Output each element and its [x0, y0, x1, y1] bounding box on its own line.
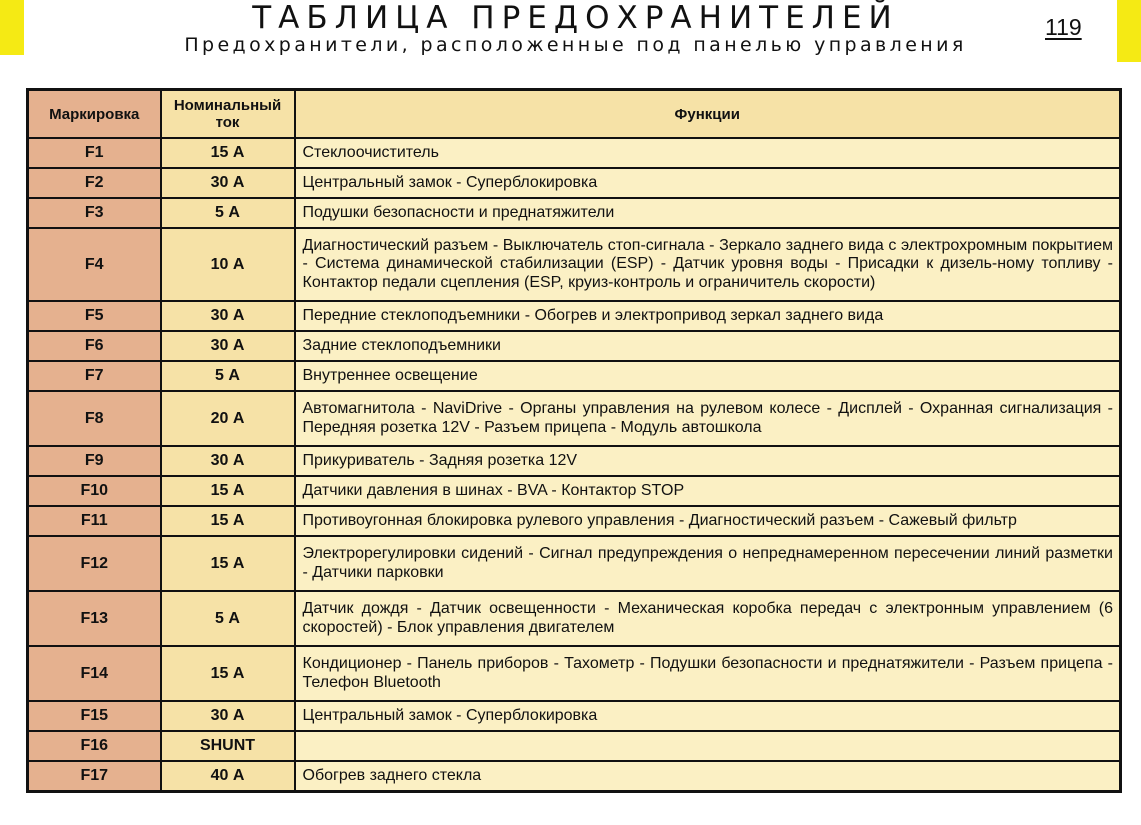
column-header-rated-current: Номинальный ток — [161, 90, 295, 139]
fuse-function: Кондиционер - Панель приборов - Тахометр - Подушки безопасности и преднатяжители - Разъем прицепа - Телефон Bluetooth — [295, 646, 1121, 701]
table-row — [28, 536, 1121, 591]
page-number: 119 — [1045, 14, 1082, 40]
fuse-marking: F11 — [28, 506, 161, 536]
fuse-table — [26, 88, 1122, 793]
fuse-function: Центральный замок - Суперблокировка — [295, 168, 1121, 198]
table-row — [28, 506, 1121, 536]
fuse-rating: 30 А — [161, 168, 295, 198]
fuse-marking: F10 — [28, 476, 161, 506]
fuse-rating: 40 А — [161, 761, 295, 791]
fuse-marking: F5 — [28, 301, 161, 331]
table-row — [28, 731, 1121, 761]
fuse-function: Датчик дождя - Датчик освещенности - Механическая коробка передач с электронным управлением (6 скоростей) - Блок управления двигателем — [295, 591, 1121, 646]
fuse-marking: F4 — [28, 228, 161, 301]
fuse-marking: F17 — [28, 761, 161, 791]
fuse-function: Внутреннее освещение — [295, 361, 1121, 391]
fuse-rating: 20 А — [161, 391, 295, 446]
table-row — [28, 391, 1121, 446]
table-row — [28, 476, 1121, 506]
fuse-rating: 15 А — [161, 646, 295, 701]
fuse-function: Задние стеклоподъемники — [295, 331, 1121, 361]
fuse-function: Датчики давления в шинах - BVA - Контактор STOP — [295, 476, 1121, 506]
table-row — [28, 591, 1121, 646]
page-subtitle: Предохранители, расположенные под панелью управления — [184, 34, 967, 56]
fuse-function: Подушки безопасности и преднатяжители — [295, 198, 1121, 228]
fuse-function: Передние стеклоподъемники - Обогрев и электропривод зеркал заднего вида — [295, 301, 1121, 331]
fuse-rating: 30 А — [161, 331, 295, 361]
column-header-functions: Функции — [295, 90, 1121, 139]
page-title: ТАБЛИЦА ПРЕДОХРАНИТЕЛЕЙ — [252, 0, 899, 36]
table-row — [28, 446, 1121, 476]
fuse-marking: F13 — [28, 591, 161, 646]
fuse-function: Стеклоочиститель — [295, 138, 1121, 168]
fuse-function — [295, 731, 1121, 761]
table-row — [28, 761, 1121, 791]
fuse-function: Обогрев заднего стекла — [295, 761, 1121, 791]
fuse-rating: 15 А — [161, 506, 295, 536]
fuse-rating: 5 А — [161, 591, 295, 646]
fuse-marking: F6 — [28, 331, 161, 361]
fuse-marking: F15 — [28, 701, 161, 731]
table-row — [28, 198, 1121, 228]
fuse-function: Диагностический разъем - Выключатель стоп-сигнала - Зеркало заднего вида с электрохромным покрытием - Система динамической стабилизации (ESP) - Датчик уровня воды - Присадки к дизель-ному топливу - Контактор педали сцепления (ESP, круиз-контроль и ограничитель скорости) — [295, 228, 1121, 301]
fuse-rating: 15 А — [161, 476, 295, 506]
fuse-marking: F8 — [28, 391, 161, 446]
table-row — [28, 361, 1121, 391]
fuse-function: Автомагнитола - NaviDrive - Органы управления на рулевом колесе - Дисплей - Охранная сигнализация - Передняя розетка 12V - Разъем прицепа - Модуль автошкола — [295, 391, 1121, 446]
fuse-function: Противоугонная блокировка рулевого управления - Диагностический разъем - Сажевый фильтр — [295, 506, 1121, 536]
fuse-marking: F14 — [28, 646, 161, 701]
fuse-function: Электрорегулировки сидений - Сигнал предупреждения о непреднамеренном пересечении линий разметки - Датчики парковки — [295, 536, 1121, 591]
table-row — [28, 138, 1121, 168]
fuse-function: Центральный замок - Суперблокировка — [295, 701, 1121, 731]
fuse-marking: F12 — [28, 536, 161, 591]
fuse-marking: F7 — [28, 361, 161, 391]
fuse-rating: 5 А — [161, 198, 295, 228]
fuse-marking: F2 — [28, 168, 161, 198]
table-header-row — [28, 90, 1121, 139]
fuse-function: Прикуриватель - Задняя розетка 12V — [295, 446, 1121, 476]
fuse-rating: 10 А — [161, 228, 295, 301]
table-row — [28, 168, 1121, 198]
table-row — [28, 701, 1121, 731]
fuse-rating: SHUNT — [161, 731, 295, 761]
table-row — [28, 301, 1121, 331]
fuse-marking: F16 — [28, 731, 161, 761]
fuse-rating: 15 А — [161, 138, 295, 168]
column-header-marking: Маркировка — [28, 90, 161, 139]
fuse-rating: 30 А — [161, 446, 295, 476]
table-row — [28, 331, 1121, 361]
fuse-rating: 15 А — [161, 536, 295, 591]
fuse-marking: F3 — [28, 198, 161, 228]
table-row — [28, 646, 1121, 701]
fuse-rating: 30 А — [161, 701, 295, 731]
fuse-rating: 30 А — [161, 301, 295, 331]
table-row — [28, 228, 1121, 301]
fuse-rating: 5 А — [161, 361, 295, 391]
fuse-marking: F1 — [28, 138, 161, 168]
fuse-marking: F9 — [28, 446, 161, 476]
